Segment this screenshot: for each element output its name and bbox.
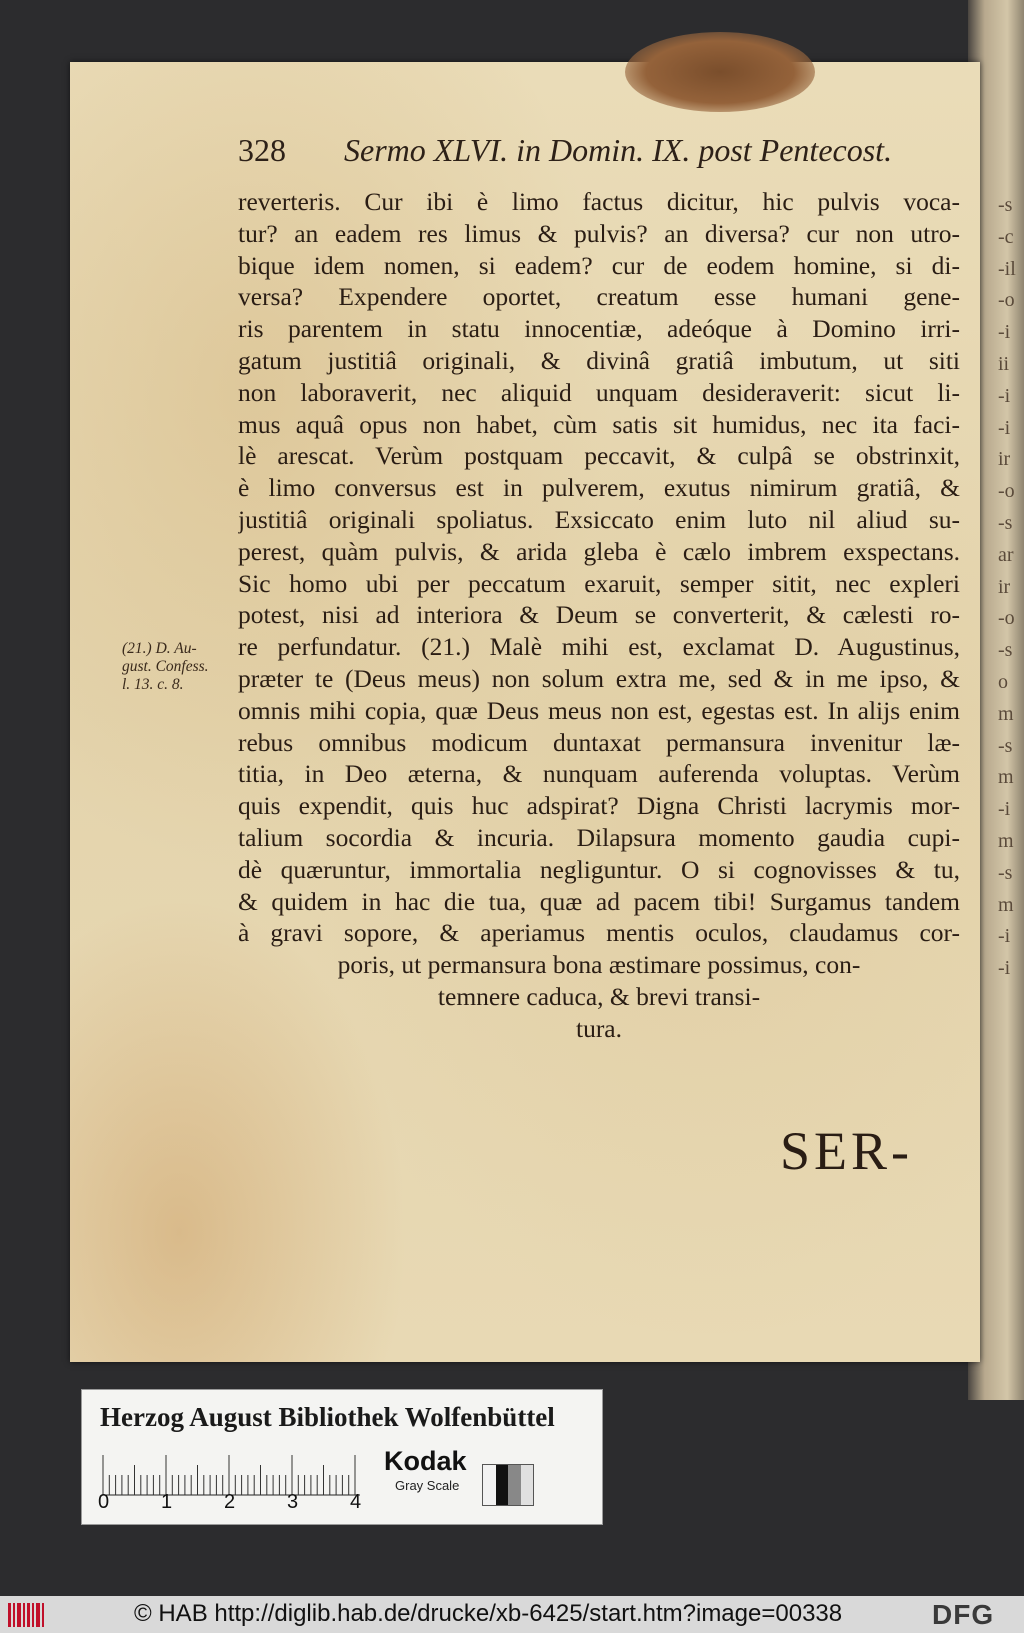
adjacent-text-fragment: -i xyxy=(998,384,1011,407)
text-line: è limo conversus est in pulverem, exutus nimirum gratiâ, & xyxy=(238,473,960,503)
adjacent-text-fragment: m xyxy=(998,829,1014,852)
adjacent-text-fragment: -o xyxy=(998,607,1015,630)
page-stain xyxy=(625,32,815,112)
text-line: à gravi sopore, & aperiamus mentis oculos, claudamus cor- xyxy=(238,918,960,948)
text-line: perest, quàm pulvis, & arida gleba è cælo imbrem exspectans. xyxy=(238,536,960,566)
text-line: omnis mihi copia, quæ Deus meus non est, egestas est. In alijs enim xyxy=(238,695,960,725)
ruler-label: 4 xyxy=(350,1491,362,1513)
ruler-label: 0 xyxy=(98,1491,110,1513)
text-line: potest, nisi ad interiora & Deum se converterit, & cælesti ro- xyxy=(238,600,960,630)
text-line: temnere caduca, & brevi transi- xyxy=(437,981,761,1011)
text-line: gatum justitiâ originali, & divinâ gratiâ imbutum, ut siti xyxy=(238,345,960,375)
marginal-note xyxy=(122,640,242,694)
adjacent-text-fragment: -c xyxy=(998,225,1014,248)
text-line: lè arescat. Verùm postquam peccavit, & culpâ se obstrinxit, xyxy=(238,441,960,471)
adjacent-text-fragment: -s xyxy=(998,861,1013,884)
text-line: quis expendit, quis huc adspirat? Digna Christi lacrymis mor- xyxy=(238,791,960,821)
text-line: dè quæruntur, immortalia negliguntur. O si cognovisses & tu, xyxy=(238,854,960,884)
adjacent-text-fragment: m xyxy=(998,893,1014,916)
text-line: versa? Expendere oportet, creatum esse humani gene- xyxy=(238,282,960,312)
hab-barcode-icon xyxy=(8,1601,48,1629)
text-line: bique idem nomen, si eadem? cur de eodem homine, si di- xyxy=(238,250,960,280)
text-line: rebus omnibus modicum duntaxat permansura invenitur læ- xyxy=(238,727,960,757)
adjacent-text-fragment: -s xyxy=(998,639,1013,662)
marginal-note-line: l. 13. c. 8. xyxy=(122,676,184,693)
adjacent-text-fragment: -o xyxy=(998,289,1015,312)
library-name: Herzog August Bibliothek Wolfenbüttel xyxy=(100,1402,555,1432)
text-line: non laboraverit, nec aliquid unquam desideraverit: sicut li- xyxy=(238,377,960,407)
adjacent-text-fragment: -i xyxy=(998,321,1011,344)
ruler-label: 1 xyxy=(161,1491,173,1513)
text-line: tur? an eadem res limus & pulvis? an diversa? cur non utro- xyxy=(238,218,960,248)
text-line: præter te (Deus meus) non solum extra me, sed & in me ipso, & xyxy=(238,663,960,693)
footer-bar xyxy=(0,1596,1024,1633)
adjacent-page-text xyxy=(998,190,1022,985)
running-head xyxy=(238,132,978,169)
marginal-note-line: gust. Confess. xyxy=(122,658,209,675)
adjacent-text-fragment: o xyxy=(998,670,1008,693)
ruler-scale xyxy=(102,1452,362,1496)
adjacent-text-fragment: -i xyxy=(998,957,1011,980)
text-line: Sic homo ubi per peccatum exaruit, semper sitit, nec expleri xyxy=(238,568,960,598)
catchword: SER- xyxy=(780,1121,914,1181)
running-head-title: Sermo XLVI. in Domin. IX. post Pentecost. xyxy=(344,132,893,168)
library-color-card xyxy=(81,1389,603,1525)
kodak-logo: Kodak xyxy=(384,1446,467,1476)
adjacent-text-fragment: ii xyxy=(998,352,1010,375)
text-line: tura. xyxy=(575,1013,623,1043)
page-number: 328 xyxy=(238,132,286,168)
adjacent-text-fragment: -i xyxy=(998,798,1011,821)
ruler-labels xyxy=(98,1491,378,1515)
gray-swatch xyxy=(482,1464,534,1506)
text-line: titia, in Deo æterna, & nunquam auferenda voluptas. Verùm xyxy=(238,759,960,789)
text-line: talium socordia & incuria. Dilapsura momento gaudia cupi- xyxy=(238,822,960,852)
adjacent-text-fragment: ir xyxy=(998,448,1011,471)
text-line: mus aquâ opus non habet, cùm satis sit humidus, nec ita faci- xyxy=(238,409,960,439)
text-line: & quidem in hac die tua, quæ ad pacem tibi! Surgamus tandem xyxy=(238,886,960,916)
book-page xyxy=(70,62,980,1362)
sermon-text xyxy=(238,186,960,1045)
adjacent-text-fragment: m xyxy=(998,702,1014,725)
adjacent-text-fragment: -i xyxy=(998,925,1011,948)
adjacent-text-fragment: m xyxy=(998,766,1014,789)
text-line: reverteris. Cur ibi è limo factus dicitur, hic pulvis voca- xyxy=(238,187,960,216)
gray-scale-label: Gray Scale xyxy=(395,1478,460,1493)
adjacent-text-fragment: -s xyxy=(998,511,1013,534)
adjacent-text-fragment: -i xyxy=(998,416,1011,439)
text-line: poris, ut permansura bona æstimare possimus, con- xyxy=(337,950,861,980)
ruler-label: 2 xyxy=(224,1491,236,1513)
copyright-url[interactable]: © HAB http://diglib.hab.de/drucke/xb-6425/start.htm?image=00338 xyxy=(134,1600,843,1627)
ruler-label: 3 xyxy=(287,1491,299,1513)
adjacent-text-fragment: -s xyxy=(998,734,1013,757)
adjacent-text-fragment: ir xyxy=(998,575,1011,598)
adjacent-text-fragment: -o xyxy=(998,480,1015,503)
text-line: ris parentem in statu innocentiæ, adeóque à Domino irri- xyxy=(238,314,960,344)
text-line: re perfundatur. (21.) Malè mihi est, exclamat D. Augustinus, xyxy=(238,632,960,662)
adjacent-text-fragment: -s xyxy=(998,194,1013,216)
marginal-note-line: (21.) D. Au- xyxy=(122,640,197,657)
adjacent-text-fragment: ar xyxy=(998,543,1014,566)
adjacent-text-fragment: -il xyxy=(998,257,1016,280)
text-line: justitiâ originali spoliatus. Exsiccato enim luto nil aliud su- xyxy=(238,504,960,534)
dfg-logo: DFG xyxy=(932,1599,995,1630)
